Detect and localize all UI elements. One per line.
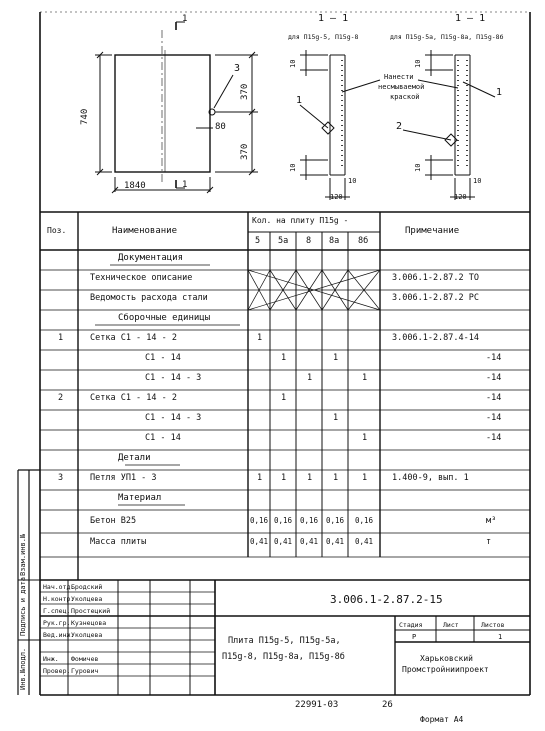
qty-cell: 0,16: [326, 516, 345, 525]
stamp-name: Бродский: [71, 583, 103, 591]
row-note: -14: [486, 373, 502, 383]
row-pos: 1: [58, 333, 64, 343]
bottom-page: 26: [382, 700, 393, 710]
dimension-370-bottom: 370: [240, 143, 250, 160]
row-note: -14: [486, 393, 502, 403]
note-line-3: краской: [390, 93, 420, 101]
stamp-name: Фомичев: [71, 655, 99, 663]
row-name: С1 - 14 - 3: [145, 373, 202, 383]
width-dimension: 1840: [124, 181, 146, 191]
dim-10-b1: 10: [414, 59, 422, 68]
qty-cell: 1: [257, 333, 263, 343]
row-name: Сетка С1 - 14 - 2: [90, 393, 177, 403]
qty-col-2: 5a: [278, 236, 289, 246]
qty-col-3: 8: [306, 236, 312, 246]
sheet-label: Лист: [443, 621, 459, 629]
qty-cell: 1: [257, 473, 263, 483]
qty-cell: 1: [307, 373, 313, 383]
section-a-title: 1 — 1: [318, 13, 349, 24]
qty-cell: 0,16: [300, 516, 319, 525]
row-note: т: [486, 537, 492, 547]
note-line-1: Нанести: [384, 73, 414, 81]
qty-col-4: 8a: [329, 236, 340, 246]
dim-10-b2: 10: [414, 163, 422, 172]
note-line-2: несмываемой: [378, 83, 425, 91]
header-pos: Поз.: [47, 226, 67, 235]
section-heading: Детали: [118, 453, 151, 463]
dim-120-a: 120: [330, 193, 343, 201]
row-name: Ведомость расхода стали: [90, 293, 208, 303]
callout-1-a: 1: [296, 95, 303, 106]
stamp-role: Г.спец.: [43, 607, 71, 615]
dim-120-b: 120: [454, 193, 467, 201]
qty-cell: 1: [307, 473, 313, 483]
row-name: Масса плиты: [90, 537, 147, 547]
stamp-name: Гурович: [71, 667, 99, 675]
title-line-2: П15g-8, П15g-8a, П15g-8б: [222, 652, 345, 662]
row-note: -14: [486, 433, 502, 443]
qty-cell: 0,16: [274, 516, 293, 525]
row-note: -14: [486, 413, 502, 423]
org-line-2: Промстройниипроект: [402, 665, 489, 674]
qty-cell: 1: [281, 473, 287, 483]
qty-cell: 1: [333, 413, 339, 423]
side-label-sign: Подпись и дата: [19, 576, 27, 636]
dim-10-a1: 10: [289, 59, 297, 68]
org-line-1: Харьковский: [420, 654, 473, 663]
row-note: 1.400-9, вып. 1: [392, 473, 469, 483]
section-mark-top: 1: [182, 14, 188, 24]
stamp-role: Провер.: [43, 667, 71, 675]
row-name: С1 - 14: [145, 433, 181, 443]
section-b-subtitle: для П15g-5a, П15g-8a, П15g-8б: [390, 33, 504, 41]
stamp-name: Простецкий: [71, 607, 111, 615]
qty-cell: 1: [333, 473, 339, 483]
height-dimension: 740: [80, 108, 90, 125]
qty-col-1: 5: [255, 236, 261, 246]
qty-cell: 1: [362, 373, 368, 383]
section-mark-bottom: 1: [182, 180, 188, 190]
qty-cell: 0,41: [300, 537, 319, 546]
stage-value: Р: [412, 633, 417, 641]
row-pos: 2: [58, 393, 64, 403]
format-label: Формат А4: [420, 715, 464, 724]
row-note: 3.006.1-2.87.4-14: [392, 333, 479, 343]
qty-cell: 1: [362, 433, 368, 443]
section-heading: Материал: [118, 493, 162, 503]
row-note: -14: [486, 353, 502, 363]
row-note: 3.006.1-2.87.2 РС: [392, 293, 479, 303]
stamp-role: Нач.отд.: [43, 583, 75, 591]
qty-col-5: 8б: [358, 236, 369, 246]
callout-2: 2: [396, 121, 403, 132]
dim-10-b3: 10: [473, 177, 482, 185]
qty-cell: 0,16: [355, 516, 374, 525]
qty-cell: 1: [333, 353, 339, 363]
row-name: Техническое описание: [90, 273, 193, 283]
row-note: м³: [486, 516, 497, 526]
qty-cell: 1: [281, 353, 287, 363]
sheets-value: 1: [498, 633, 503, 641]
stamp-role: Н.контр.: [43, 595, 75, 603]
bottom-number: 22991-03: [295, 700, 339, 710]
dimension-80: 80: [215, 122, 226, 132]
stamp-name: Кузнецова: [71, 619, 107, 627]
qty-cell: 0,41: [326, 537, 345, 546]
header-qty: Кол. на плиту П15g -: [252, 216, 349, 225]
sheets-label: Листов: [481, 621, 505, 629]
qty-cell: 1: [281, 393, 287, 403]
row-name: С1 - 14 - 3: [145, 413, 202, 423]
callout-3: 3: [234, 63, 241, 74]
row-name: С1 - 14: [145, 353, 181, 363]
dim-10-a3: 10: [348, 177, 357, 185]
document-code: 3.006.1-2.87.2-15: [330, 593, 443, 606]
qty-cell: 0,41: [274, 537, 293, 546]
stamp-role: Рук.гр.: [43, 619, 71, 627]
section-a-subtitle: для П15g-5, П15g-8: [288, 33, 359, 41]
side-label-replace: Взам.инв.№: [19, 533, 27, 576]
side-label-inv: Инв.№подл.: [19, 647, 27, 690]
stamp-role: Вед.инж.: [43, 631, 75, 639]
section-b-title: 1 — 1: [455, 13, 486, 24]
row-pos: 3: [58, 473, 64, 483]
qty-cell: 0,41: [250, 537, 269, 546]
dimension-370-top: 370: [240, 83, 250, 100]
qty-cell: 0,41: [355, 537, 374, 546]
stamp-name: Уколцева: [71, 595, 103, 603]
qty-cell: 1: [362, 473, 368, 483]
section-heading: Сборочные единицы: [118, 313, 211, 323]
row-note: 3.006.1-2.87.2 ТО: [392, 273, 479, 283]
row-name: Сетка С1 - 14 - 2: [90, 333, 177, 343]
stamp-name: Уколцева: [71, 631, 103, 639]
row-name: Бетон В25: [90, 516, 137, 526]
section-heading: Документация: [118, 253, 184, 263]
qty-cell: 0,16: [250, 516, 269, 525]
title-line-1: Плита П15g-5, П15g-5a,: [228, 636, 341, 646]
callout-1-b: 1: [496, 87, 503, 98]
header-note: Примечание: [405, 226, 460, 236]
header-name: Наименование: [112, 226, 178, 236]
row-name: Петля УП1 - 3: [90, 473, 157, 483]
stamp-role: Инж.: [43, 655, 59, 663]
stage-label: Стадия: [399, 621, 423, 629]
dim-10-a2: 10: [289, 163, 297, 172]
